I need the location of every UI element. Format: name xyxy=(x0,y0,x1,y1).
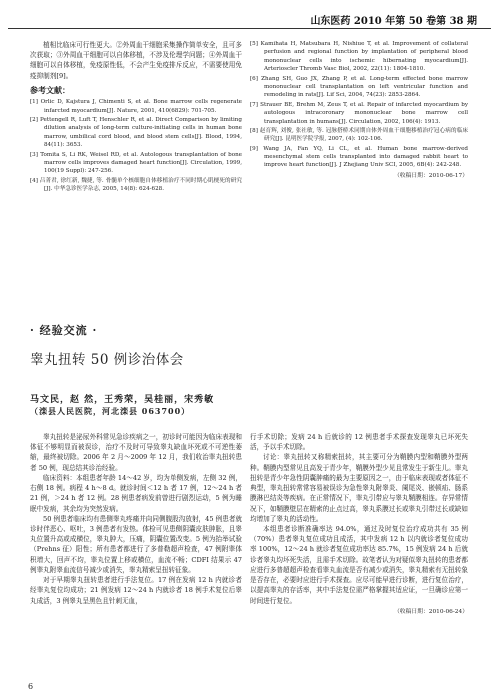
body-paragraph: 对于早期睾丸扭转患者进行手法复位。17 例在发病 12 h 内就诊者经睾丸复位均成功；21 例发病 12～24 h 内就诊者 18 例手术复位后睾丸成活，3 例睾丸呈黑色且针刺无血， xyxy=(30,576,242,605)
body-paragraph: 50 例患者临床均有患侧睾丸疼痛并向同侧腹股沟放射，45 例患者就诊时伴恶心、呕吐，3 例患者有发热。体检可见患侧阴囊皮肤肿胀，且睾丸位置升高或成横位，睾丸肿大，压痛，阴囊位置改变。5 例为抬举试验（Prehns 征）阳性；所有患者都进行了多普勒超声检查，47 例附睾体积增大，回声不均，睾丸位置上移或横位，血流不畅；CDFI 结果示 47 例睾丸附睾血流信号减少或消失，睾丸精索呈扭转征象。 xyxy=(30,514,243,574)
header-rule xyxy=(8,28,491,29)
body-right-column xyxy=(250,432,468,617)
reference-item: [1] Orlic D, Kajstura J, Chimenti S, et al. Bone marrow cells regenerate infarcted myocardium[J]. Nature, 2001, 410(6829): 701-705. xyxy=(30,99,242,114)
reference-item: [2] Pettengell R, Luft T, Henschler R, et al. Direct Comparison by limiting dilution analysis of long-term culture-initiating cells in human bone marrow, umbilical cord blood, and blood stem cells[J]. Blood, 1994, 84(11): 3653. xyxy=(30,117,242,149)
body-paragraph: 行手术切除；发病 24 h 后就诊的 12 例患者手术探查发现睾丸已坏死失活，予以手术切除。 xyxy=(250,433,468,452)
received-date: （收稿日期：2010-06-24） xyxy=(393,608,468,615)
page-header xyxy=(0,0,499,30)
reference-item: [4] 吕菁君, 徐红新, 魏捷, 等. 骨髓单个核细胞自体移植治疗不同时期心肌梗死的研究[J]. 中华急诊医学杂志, 2005, 14(8): 624-628. xyxy=(30,177,242,193)
article-affiliation: （滦县人民医院，河北滦县 063700） xyxy=(30,406,191,416)
reference-item: [3] Tomita S, Li RK, Weisel RD, et al. Autologous transplantation of bone marrow cells improves damaged heart function[J]. Circulation, 1999, 100(19 Suppl): 247-256. xyxy=(30,151,242,175)
top-left-column xyxy=(30,40,242,195)
page-number: 6 xyxy=(28,682,34,691)
reference-item: [8] 赵育辉, 刘俊, 张社敏, 等. 冠脉搭桥术同期自体外周血干细胞移植治疗冠心病的临床研究[J]. 昆明医学院学报, 2007, (4): 102-106. xyxy=(250,127,468,143)
references-title: 参考文献： xyxy=(30,84,70,95)
body-paragraph: 讨论：睾丸扭转又称精索扭转，其主要可分为鞘膜内型和鞘膜外型两种。鞘膜内型常见且高发于青少年，鞘膜外型少见且常发生于新生儿。睾丸扭转是青少年急性阴囊肿痛的最为主要原因之一，由于临床表现或者体征不典型，睾丸扭转常常容易被误诊为急性睾丸附睾炎、阑尾炎、嵌顿疝、肠系膜淋巴结炎等疾病。在正常情况下，睾丸引带应与睾丸鞘膜相连。存异常情况下，如鞘膜壁层在精索的止点过高，睾丸系膜过长或睾丸引带过长或缺如均增加了睾丸的活动性。 xyxy=(250,453,468,523)
top-right-column xyxy=(250,40,468,181)
body-paragraph: 临床资料：本组患者年龄 14～42 岁，均为单侧发病，左侧 32 例，右侧 18 例。病程 4 h～8 d。就诊时间＜12 h 者 17 例，12～24 h 者 21 例，＞24 h 者 12 例。28 例患者病发前曾进行剧烈运动，5 例为睡眠中发病，其余均为突然发病。 xyxy=(30,473,242,513)
journal-header-text: 山东医药 2010 年第 50 卷第 38 期 xyxy=(310,16,477,27)
reference-item: [5] Kamihata H, Matsubara H, Nishiue T, et al. Improvement of collateral perfusion and regional function by implantation of peripheral blood mononuclear cells into ischemic hibernating myocardium[J]. Arterioscler Thromb Vasc Biol, 2002, 22(11): 1804-1810. xyxy=(250,41,468,73)
body-paragraph: 睾丸扭转是泌尿外科常见急诊疾病之一，初诊时可能因为临床表现和体征不够明显而被误诊，治疗不及时可导致睾丸缺血坏死或不可逆性萎缩，最终被切除。2006 年 2 月～2009 年 12 月，我们收治睾丸扭转患者 50 例，现总结其诊治经验。 xyxy=(30,433,242,472)
reference-item: [9] Wang JA, Fan YQ, Li CL, et al. Human bone marrow-derived mesenchymal stem cells transplanted into damaged rabbit heart to improve heart function[J]. J Zhejiang Univ SCI, 2005, 6B(4): 242-248. xyxy=(250,145,468,169)
body-paragraph: 本组患者诊断准确率达 94.0%，通过及时复位治疗成功共有 35 例（70%）患者睾丸复位成功且成活，其中发病 12 h 以内就诊者复位成功率 100%，12～24 h 就诊者复位成功率达 85.7%，15 例发病 24 h 后就诊者睾丸均坏死失活，且需手术切除。故笔者认为对疑似睾丸扭转的患者都应进行多普超超声检查看睾丸血流是否有减少或消失，睾丸精索有无扭转象是否存在，必要时应进行手术探查。应尽可能早进行诊断，进行复位治疗，以提高睾丸的存活率，其中手法复位需严格掌握其适应证，一旦确诊应第一时间进行复位。 xyxy=(250,524,468,605)
continued-paragraph: 植相比临床可行性更大。②外周血干细胞采集操作简单安全，且可多次获取；③外周血干细胞可以自体移植，不涉及伦理学问题；④外周血干细胞可以自体移植，免疫原性低，不会产生免疫排斥反应，不需要使用免疫抑制剂[9]。 xyxy=(30,41,242,80)
article-authors: 马文民，赵 然，王秀荣，吴桂丽，宋秀敏 xyxy=(30,395,215,405)
received-date: （收稿日期：2010-06-17） xyxy=(393,172,468,179)
reference-item: [7] Strauer BE, Brehm M, Zeus T, et al. Repair of infarcted myocardium by autologous intracoronary mononuclear bone marrow cell transplantation in humans[J]. Circulation, 2002, 106(4): 1913. xyxy=(250,101,468,125)
reference-item: [6] Zhang SH, Guo JX, Zhang P, et al. Long-term effected bone marrow mononuclear cell transplantation on left ventricular function and remodeling in rats[J]. Lif Sci, 2004, 74(23): 2853-2864. xyxy=(250,75,468,99)
body-left-column xyxy=(30,432,242,606)
article-title: 睾丸扭转 50 例诊治体会 xyxy=(30,352,184,368)
section-tag: · 经验交流 · xyxy=(30,324,98,337)
